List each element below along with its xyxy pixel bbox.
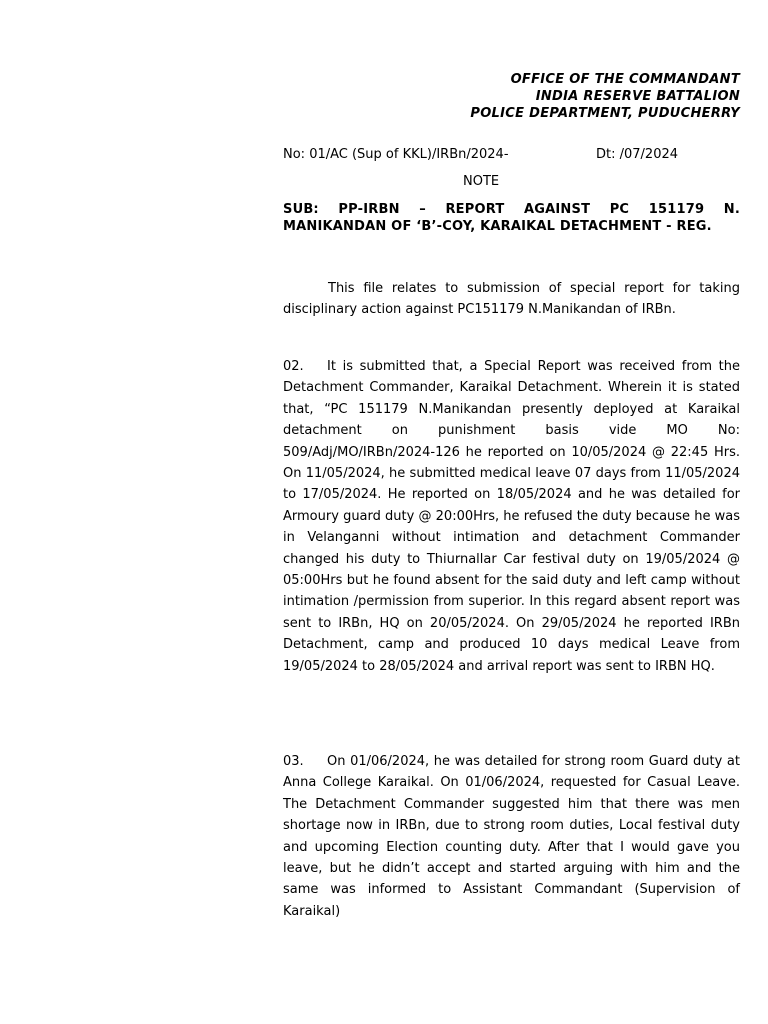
paragraph-3-text: On 01/06/2024, he was detailed for strong room Guard duty at Anna College Karaikal. On 01/06/2024, requested for Casual Leave. The Detachment Commander suggested him that there was men shortage now in IRBn, due to strong room duties, Local festival duty and upcoming Election counting duty. After that I would gave you leave, but he didn’t accept and started arguing with him and the same was informed to Assistant Commandant (Supervision of Karaikal) — [283, 754, 740, 919]
header-department-line: POLICE DEPARTMENT, PUDUCHERRY — [470, 106, 740, 121]
reference-date: Dt: /07/2024 — [596, 147, 679, 162]
paragraph-3-number: 03. — [283, 754, 304, 769]
paragraph-2-number: 02. — [283, 359, 304, 374]
paragraph-1 — [283, 278, 740, 321]
header-battalion-line: INDIA RESERVE BATTALION — [535, 89, 740, 104]
header-office-line: OFFICE OF THE COMMANDANT — [510, 72, 740, 87]
reference-line — [283, 146, 743, 163]
note-title: NOTE — [463, 174, 500, 189]
office-header — [470, 71, 740, 122]
reference-number: No: 01/AC (Sup of KKL)/IRBn/2024- — [283, 147, 509, 162]
paragraph-1-text: This file relates to submission of special report for taking disciplinary action against PC151179 N.Manikandan of IRBn. — [283, 281, 740, 318]
paragraph-2-text: It is submitted that, a Special Report was received from the Detachment Commander, Karaikal Detachment. Wherein it is stated that, “PC 151179 N.Manikandan presently deployed at Karaikal detachment on punishment basis vide MO No: 509/Adj/MO/IRBn/2024-126 he reported on 10/05/2024 @ 22:45 Hrs. On 11/05/2024, he submitted medical leave 07 days from 11/05/2024 to 17/05/2024. He reported on 18/05/2024 and he was detailed for Armoury guard duty @ 20:00Hrs, he refused the duty because he was in Velanganni without intimation and detachment Commander changed his duty to Thiurnallar Car festival duty on 19/05/2024 @ 05:00Hrs but he found absent for the said duty and left camp without intimation /permission from superior. In this regard absent report was sent to IRBn, HQ on 20/05/2024. On 29/05/2024 he reported IRBn Detachment, camp and produced 10 days medical Leave from 19/05/2024 to 28/05/2024 and arrival report was sent to IRBN HQ. — [283, 359, 740, 674]
paragraph-3 — [283, 751, 740, 922]
paragraph-2 — [283, 356, 740, 677]
subject-line: SUB: PP-IRBN – REPORT AGAINST PC 151179 N. MANIKANDAN OF ‘B’-COY, KARAIKAL DETACHMENT - REG. — [283, 202, 740, 234]
